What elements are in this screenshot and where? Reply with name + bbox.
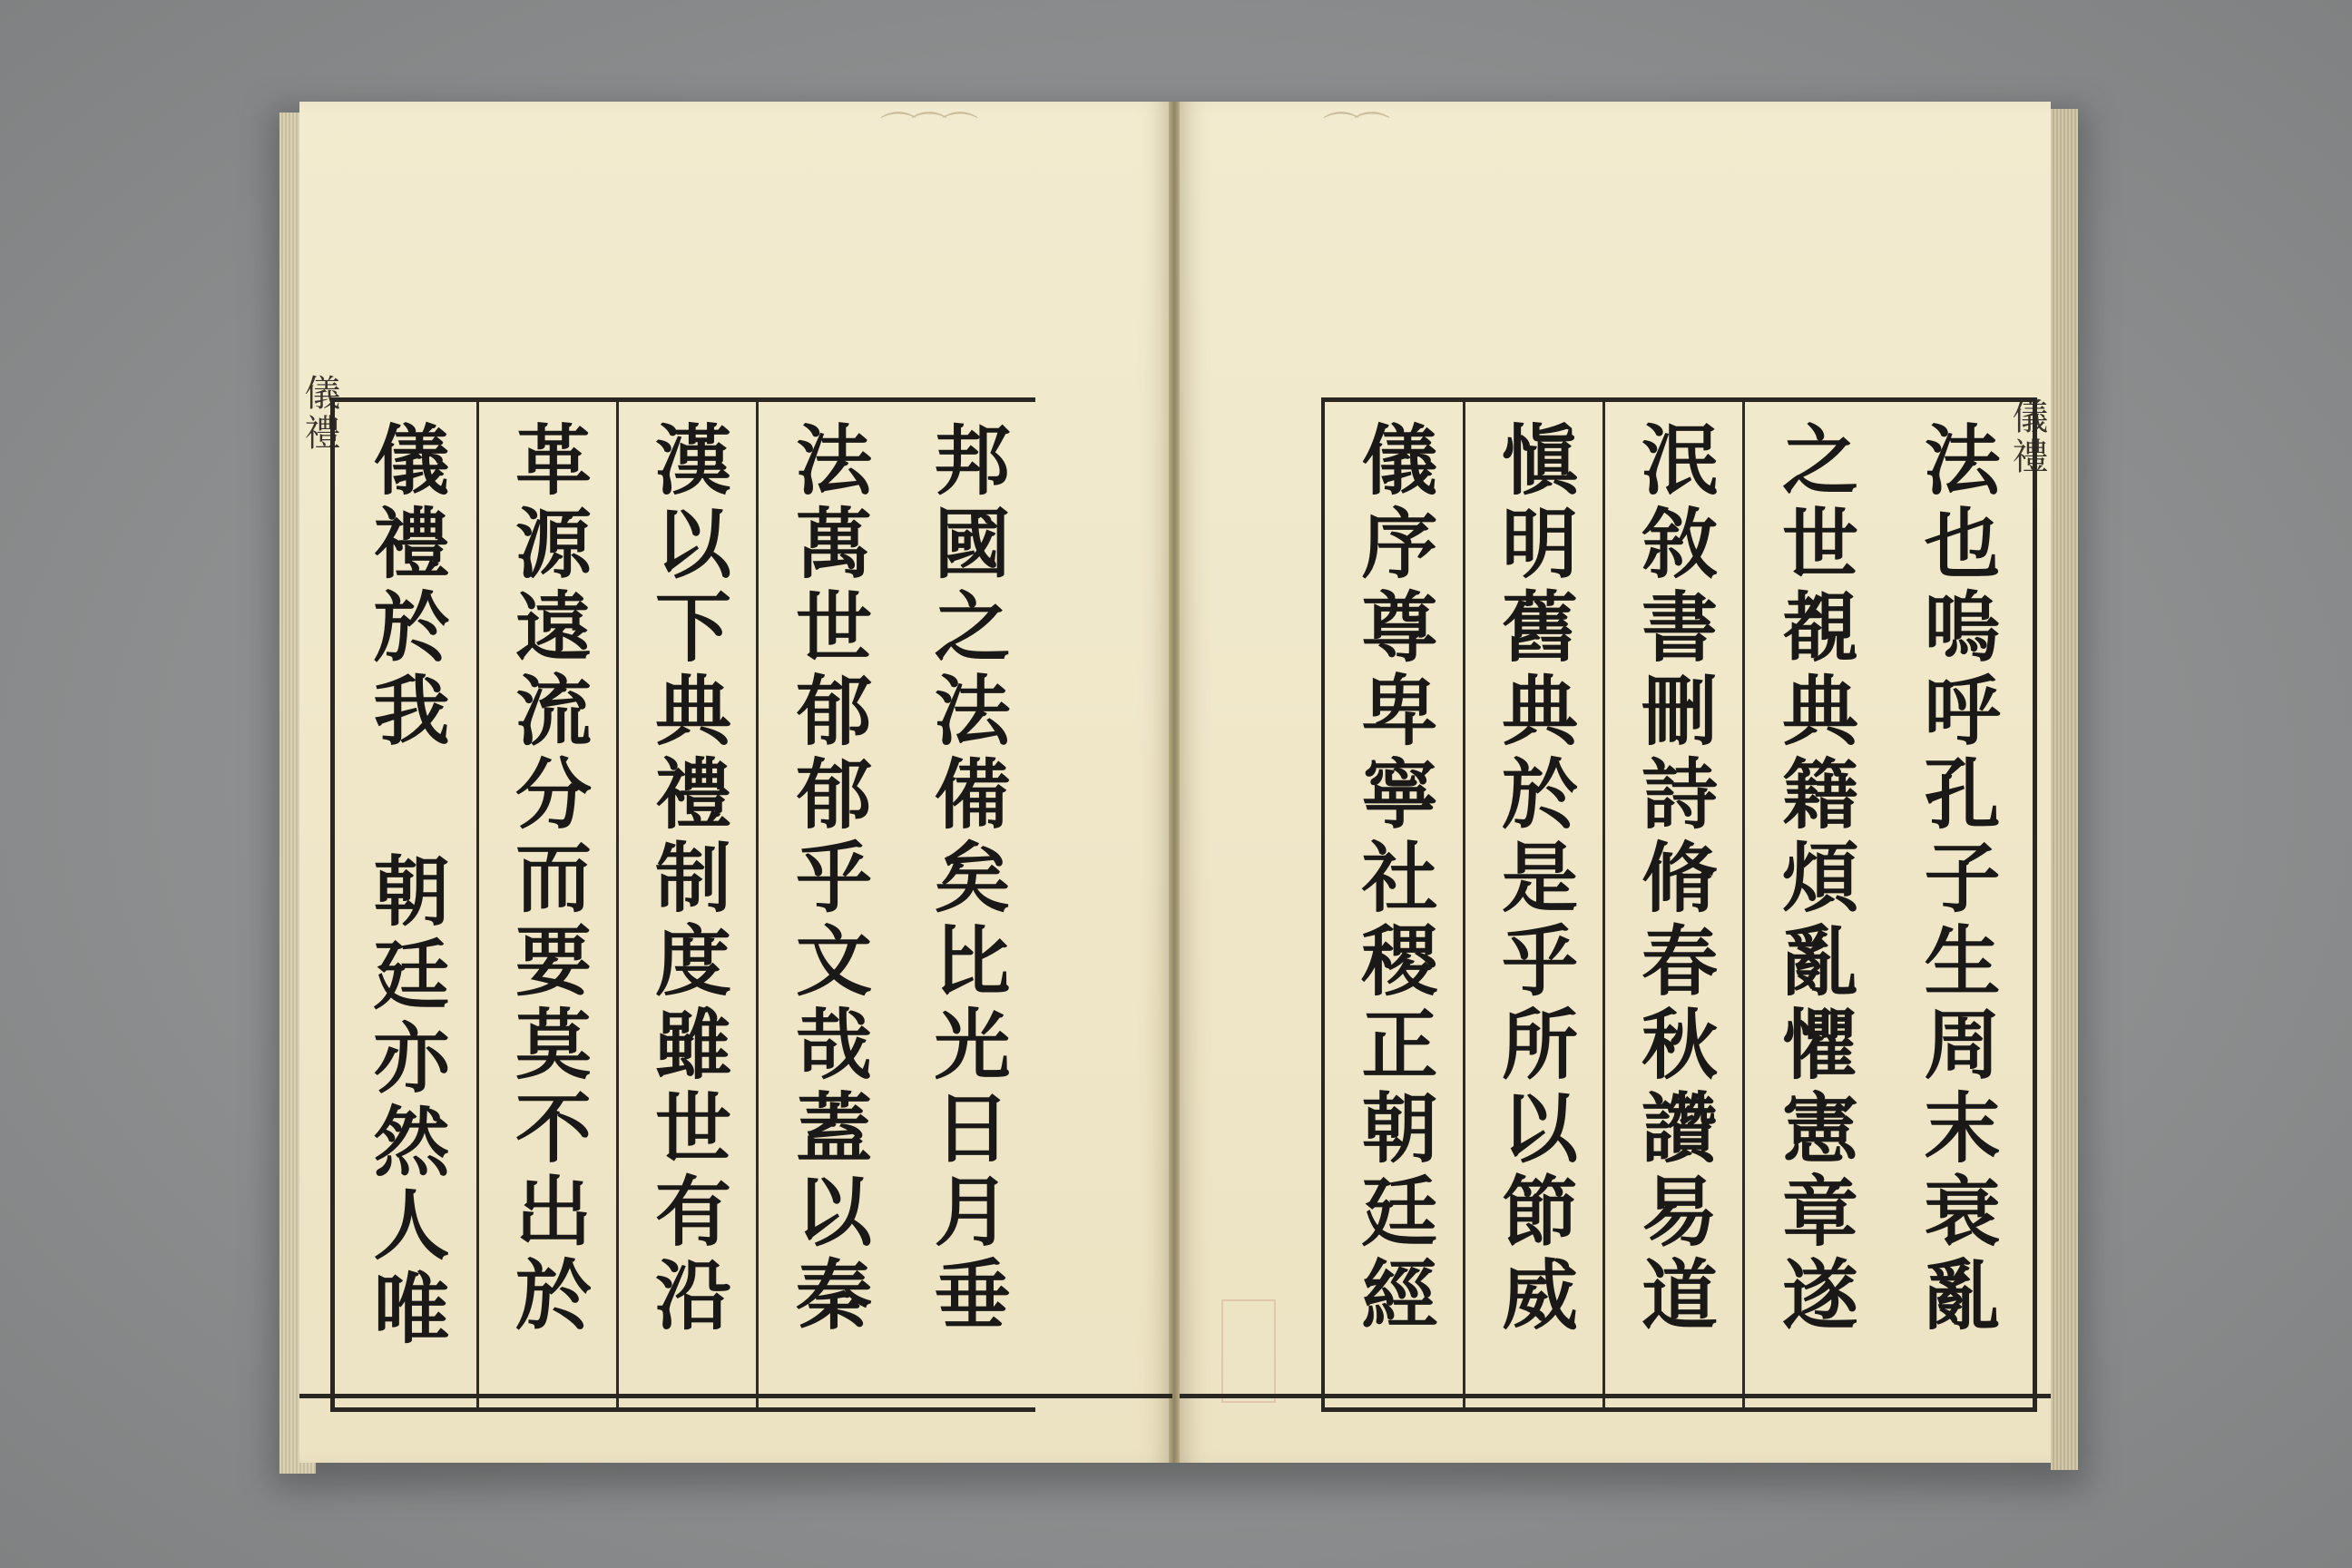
right-text-frame [1321, 397, 2037, 1412]
right-bottom-rule [1180, 1394, 2051, 1398]
column-text: 儀禮於我 朝廷亦然人唯 [361, 420, 451, 1352]
faded-seal [1221, 1299, 1276, 1403]
text-column [476, 402, 616, 1407]
book-gutter [1169, 102, 1180, 1463]
column-text: 漢以下典禮制度雖世有沿 [642, 420, 733, 1338]
column-text: 泯敘書刪詩脩春秋讚易道 [1629, 420, 1720, 1338]
text-column [897, 402, 1035, 1407]
column-text: 儀序尊卑寧社稷正朝廷經 [1349, 420, 1439, 1338]
right-page-margin-label: 儀禮 [2006, 397, 2048, 477]
text-column [616, 402, 756, 1407]
text-column [1463, 402, 1602, 1407]
text-column [1742, 402, 1884, 1407]
left-page-margin-label: 儀禮 [299, 374, 340, 454]
column-text: 革源遠流分而要莫不出於 [503, 420, 593, 1338]
text-column [1325, 402, 1463, 1407]
text-column [1602, 402, 1742, 1407]
page-edges-right [2051, 109, 2078, 1470]
text-column [1884, 402, 2029, 1407]
column-text: 愼明舊典於是乎所以節威 [1489, 420, 1580, 1338]
column-text: 之世覩典籍煩亂懼憲章遂 [1769, 420, 1860, 1338]
text-column [335, 402, 476, 1407]
text-column [756, 402, 897, 1407]
left-text-frame [330, 397, 1035, 1412]
torn-thread-mark: ⌒⌒⌒ [880, 110, 973, 152]
torn-thread-mark: ⌒⌒ [1323, 110, 1385, 152]
left-bottom-rule [299, 1394, 1172, 1398]
column-text: 法萬世郁郁乎文哉蓋以秦 [783, 420, 874, 1338]
column-text: 法也嗚呼孔子生周末衰亂 [1912, 420, 2002, 1338]
column-text: 邦國之法備矣比光日月垂 [922, 420, 1012, 1338]
